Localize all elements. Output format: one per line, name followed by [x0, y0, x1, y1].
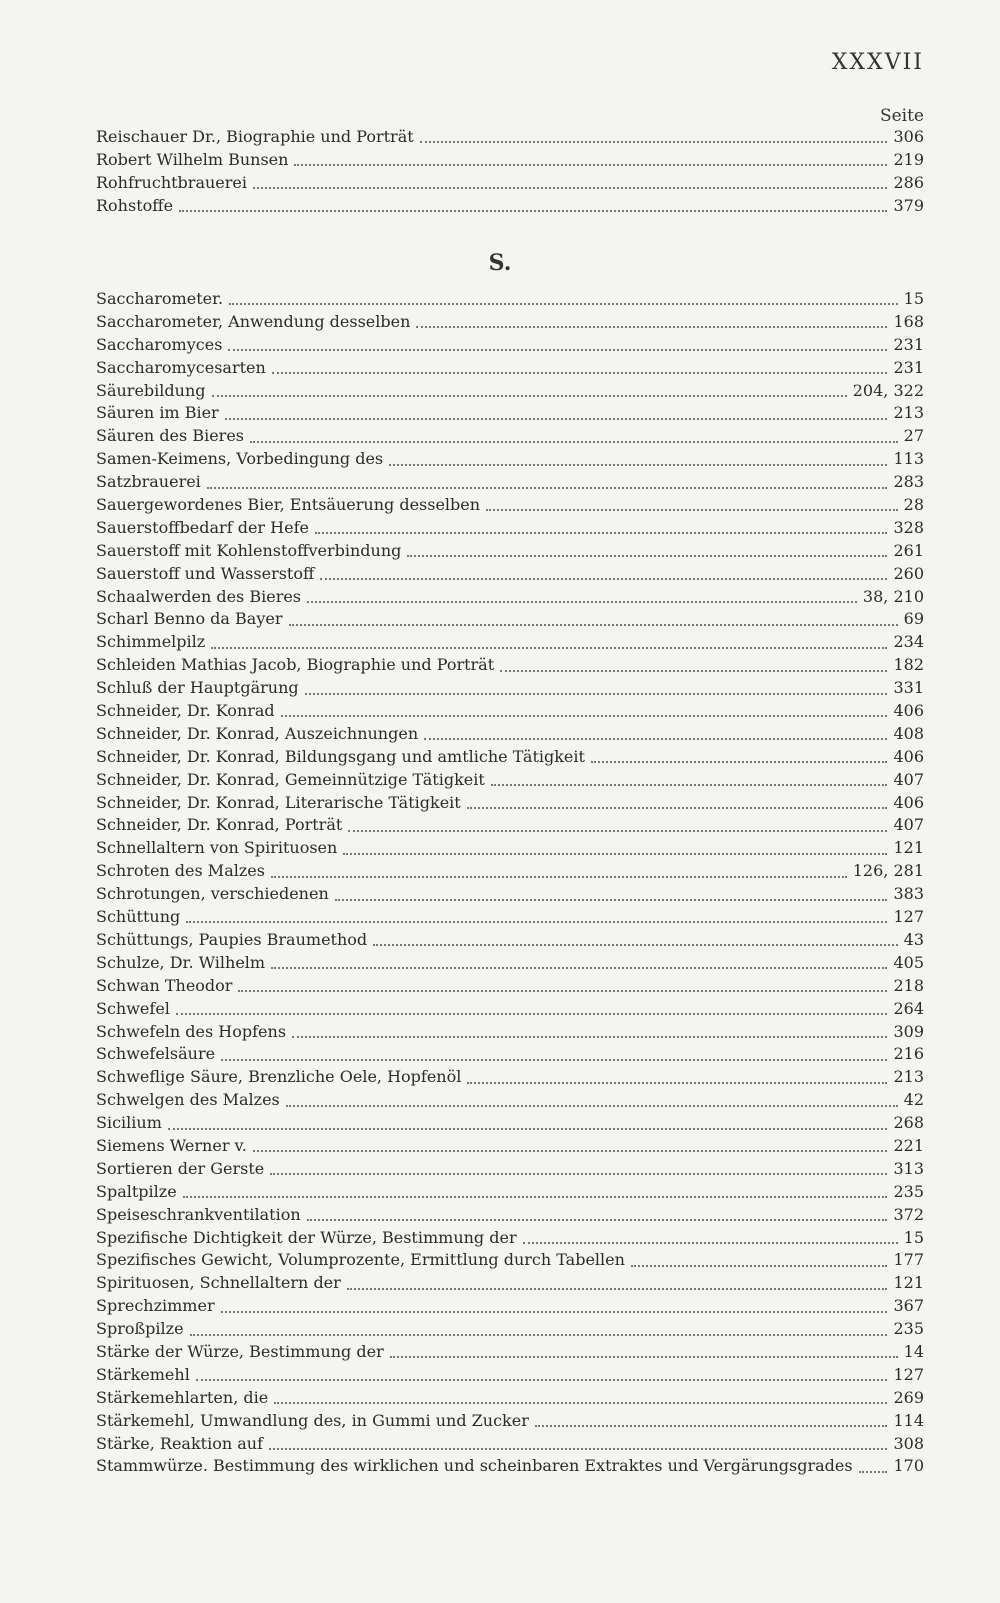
dot-leader — [491, 784, 888, 786]
index-entry — [96, 631, 924, 654]
index-entry — [96, 1455, 924, 1478]
dot-leader — [523, 1242, 898, 1244]
index-entry — [96, 380, 924, 403]
dot-leader — [407, 555, 887, 557]
index-term: Schneider, Dr. Konrad, Auszeichnungen — [96, 723, 419, 743]
index-term: Säuren im Bier — [96, 403, 219, 423]
index-entry — [96, 883, 924, 906]
dot-leader — [289, 624, 898, 626]
index-page-ref: 121 — [893, 838, 924, 858]
index-entry — [96, 517, 924, 540]
index-page-ref: 234 — [893, 632, 924, 652]
index-term: Siemens Werner v. — [96, 1135, 247, 1155]
index-entry — [96, 1043, 924, 1066]
index-page-ref: 260 — [893, 563, 924, 583]
index-term: Schwelgen des Malzes — [96, 1090, 280, 1110]
index-page-ref: 313 — [893, 1158, 924, 1178]
index-term: Schneider, Dr. Konrad — [96, 701, 275, 721]
index-page-ref: 177 — [893, 1250, 924, 1270]
index-term: Saccharometer. — [96, 289, 224, 308]
index-entry — [96, 1112, 924, 1135]
index-entry — [96, 975, 924, 998]
index-page-ref: 43 — [903, 929, 924, 949]
dot-leader — [500, 670, 887, 672]
index-entry — [96, 563, 924, 586]
index-term: Schwefelsäure — [96, 1044, 216, 1064]
index-page-ref: 405 — [893, 952, 924, 972]
index-page-ref: 306 — [893, 127, 924, 146]
index-term: Schwefeln des Hopfens — [96, 1021, 287, 1041]
dot-leader — [269, 1448, 887, 1450]
dot-leader — [186, 921, 887, 923]
dot-leader — [183, 1196, 888, 1198]
index-term: Schimmelpilz — [96, 632, 206, 652]
index-entry — [96, 448, 924, 471]
dot-leader — [416, 326, 887, 328]
index-page-ref: 309 — [893, 1021, 924, 1041]
index-page-ref: 15 — [903, 1227, 924, 1247]
index-page-ref: 269 — [893, 1387, 924, 1407]
index-page-ref: 331 — [893, 678, 924, 698]
index-term: Reischauer Dr., Biographie und Porträt — [96, 127, 414, 146]
index-entry — [96, 494, 924, 517]
index-term: Schulze, Dr. Wilhelm — [96, 952, 266, 972]
index-entry — [96, 1227, 924, 1250]
index-entry — [96, 1158, 924, 1181]
index-entry — [96, 1387, 924, 1410]
dot-leader — [207, 487, 888, 489]
index-page-ref: 126, 281 — [852, 861, 924, 881]
dot-leader — [271, 967, 887, 969]
dot-leader — [225, 418, 888, 420]
index-term: Speiseschrankventilation — [96, 1204, 301, 1224]
dot-leader — [389, 464, 887, 466]
index-page-ref: 261 — [893, 540, 924, 560]
index-page-ref: 406 — [893, 746, 924, 766]
index-page-ref: 407 — [893, 815, 924, 835]
dot-leader — [274, 1402, 887, 1404]
index-page-ref: 406 — [893, 792, 924, 812]
index-block-r — [96, 126, 924, 218]
dot-leader — [320, 578, 887, 580]
index-page-ref: 127 — [893, 907, 924, 927]
index-entry — [96, 311, 924, 334]
index-entry — [96, 1341, 924, 1364]
index-entry — [96, 1204, 924, 1227]
index-term: Stärkemehl, Umwandlung des, in Gummi und Zucker — [96, 1410, 529, 1430]
dot-leader — [305, 693, 888, 695]
index-entry — [96, 952, 924, 975]
index-term: Sauerstoff und Wasserstoff — [96, 563, 315, 583]
index-entry — [96, 1066, 924, 1089]
index-page-ref: 14 — [903, 1341, 924, 1361]
dot-leader — [196, 1379, 888, 1381]
dot-leader — [467, 807, 888, 809]
index-entry — [96, 334, 924, 357]
index-page-ref: 221 — [893, 1135, 924, 1155]
index-page-ref: 408 — [893, 723, 924, 743]
index-term: Robert Wilhelm Bunsen — [96, 149, 289, 169]
index-entry — [96, 1135, 924, 1158]
dot-leader — [373, 944, 898, 946]
dot-leader — [390, 1356, 898, 1358]
index-term: Stärke, Reaktion auf — [96, 1433, 263, 1453]
index-term: Stammwürze. Bestimmung des wirklichen und scheinbaren Extraktes und Vergärungsgrades — [96, 1456, 853, 1476]
index-term: Sortieren der Gerste — [96, 1158, 265, 1178]
index-page-ref: 170 — [893, 1456, 924, 1476]
dot-leader — [212, 395, 847, 397]
index-term: Säurebildung — [96, 380, 206, 400]
index-entry — [96, 1364, 924, 1387]
index-entry — [96, 1089, 924, 1112]
dot-leader — [591, 761, 888, 763]
index-page-ref: 231 — [893, 334, 924, 354]
index-page-ref: 372 — [893, 1204, 924, 1224]
dot-leader — [631, 1265, 888, 1267]
index-entry — [96, 471, 924, 494]
dot-leader — [348, 830, 887, 832]
index-entry — [96, 149, 924, 172]
index-page-ref: 27 — [903, 426, 924, 446]
index-term: Scharl Benno da Bayer — [96, 609, 283, 629]
index-entry — [96, 1249, 924, 1272]
dot-leader — [347, 1288, 888, 1290]
index-page-ref: 69 — [903, 609, 924, 629]
index-entry — [96, 700, 924, 723]
index-entry — [96, 1318, 924, 1341]
index-page-ref: 264 — [893, 998, 924, 1018]
index-term: Satzbrauerei — [96, 472, 201, 492]
index-term: Stärke der Würze, Bestimmung der — [96, 1341, 384, 1361]
index-term: Säuren des Bieres — [96, 426, 244, 446]
index-entry — [96, 769, 924, 792]
index-entry — [96, 998, 924, 1021]
dot-leader — [238, 990, 887, 992]
index-block-s — [96, 288, 924, 1478]
index-term: Schüttung — [96, 907, 181, 927]
index-page-ref: 127 — [893, 1364, 924, 1384]
index-term: Schnellaltern von Spirituosen — [96, 838, 338, 858]
index-term: Sauerstoff mit Kohlenstoffverbindung — [96, 540, 402, 560]
index-term: Schwan Theodor — [96, 975, 233, 995]
index-page-ref: 406 — [893, 701, 924, 721]
index-term: Schneider, Dr. Konrad, Bildungsgang und amtliche Tätigkeit — [96, 746, 585, 766]
index-entry — [96, 723, 924, 746]
index-page-ref: 308 — [893, 1433, 924, 1453]
index-entry — [96, 1272, 924, 1295]
index-term: Saccharomycesarten — [96, 357, 266, 377]
index-page-ref: 42 — [903, 1090, 924, 1110]
dot-leader — [424, 738, 887, 740]
index-term: Rohfruchtbrauerei — [96, 172, 247, 192]
index-entry — [96, 586, 924, 609]
dot-leader — [176, 1013, 888, 1015]
index-page-ref: 204, 322 — [852, 380, 924, 400]
index-entry — [96, 195, 924, 218]
dot-leader — [486, 509, 898, 511]
index-page-ref: 218 — [893, 975, 924, 995]
dot-leader — [190, 1334, 888, 1336]
dot-leader — [307, 1219, 888, 1221]
index-entry — [96, 402, 924, 425]
index-page-ref: 28 — [903, 495, 924, 515]
index-term: Rohstoffe — [96, 195, 174, 215]
index-page-ref: 216 — [893, 1044, 924, 1064]
page-column-label: Seite — [879, 106, 924, 126]
index-page-ref: 231 — [893, 357, 924, 377]
index-term: Saccharometer, Anwendung desselben — [96, 311, 411, 331]
dot-leader — [228, 349, 887, 351]
dot-leader — [179, 210, 887, 212]
index-term: Stärkemehlarten, die — [96, 1387, 269, 1407]
index-term: Samen-Keimens, Vorbedingung des — [96, 449, 384, 469]
index-term: Spirituosen, Schnellaltern der — [96, 1273, 341, 1293]
index-term: Schneider, Dr. Konrad, Gemeinnützige Tätigkeit — [96, 769, 485, 789]
index-term: Saccharomyces — [96, 334, 223, 354]
index-term: Schaalwerden des Bieres — [96, 586, 302, 606]
dot-leader — [281, 715, 888, 717]
index-page-ref: 268 — [893, 1113, 924, 1133]
index-page-ref: 235 — [893, 1181, 924, 1201]
index-entry — [96, 1295, 924, 1318]
index-entry — [96, 746, 924, 769]
index-entry — [96, 677, 924, 700]
dot-leader — [343, 853, 887, 855]
index-entry — [96, 792, 924, 815]
index-entry — [96, 425, 924, 448]
index-page-ref: 15 — [903, 289, 924, 308]
index-term: Spezifische Dichtigkeit der Würze, Bestimmung der — [96, 1227, 517, 1247]
index-term: Schrotungen, verschiedenen — [96, 884, 329, 904]
index-entry — [96, 929, 924, 952]
dot-leader — [420, 141, 888, 143]
dot-leader — [335, 899, 888, 901]
dot-leader — [221, 1311, 888, 1313]
index-entry — [96, 540, 924, 563]
dot-leader — [286, 1105, 898, 1107]
dot-leader — [271, 876, 847, 878]
index-page-ref: 38, 210 — [862, 586, 924, 606]
dot-leader — [168, 1128, 888, 1130]
index-term: Schweflige Säure, Brenzliche Oele, Hopfenöl — [96, 1067, 462, 1087]
dot-leader — [253, 187, 887, 189]
dot-leader — [221, 1059, 887, 1061]
dot-leader — [292, 1036, 887, 1038]
dot-leader — [270, 1173, 887, 1175]
index-term: Schwefel — [96, 998, 170, 1018]
dot-leader — [467, 1082, 887, 1084]
section-letter: S. — [488, 250, 512, 276]
index-entry — [96, 608, 924, 631]
index-page-ref: 407 — [893, 769, 924, 789]
dot-leader — [307, 601, 857, 603]
index-page-ref: 168 — [893, 311, 924, 331]
index-entry — [96, 172, 924, 195]
index-entry — [96, 357, 924, 380]
index-entry — [96, 860, 924, 883]
dot-leader — [294, 164, 887, 166]
index-entry — [96, 906, 924, 929]
dot-leader — [253, 1150, 888, 1152]
index-term: Sicilium — [96, 1113, 162, 1133]
index-entry — [96, 814, 924, 837]
dot-leader — [211, 647, 887, 649]
dot-leader — [859, 1471, 888, 1473]
index-entry — [96, 1433, 924, 1456]
page-number: XXXVII — [831, 50, 924, 75]
index-page-ref: 113 — [893, 449, 924, 469]
index-page-ref: 121 — [893, 1273, 924, 1293]
index-term: Schleiden Mathias Jacob, Biographie und Porträt — [96, 655, 495, 675]
index-page-ref: 182 — [893, 655, 924, 675]
index-page-ref: 114 — [893, 1410, 924, 1430]
index-page-ref: 213 — [893, 403, 924, 423]
index-entry — [96, 1181, 924, 1204]
index-page-ref: 219 — [893, 149, 924, 169]
dot-leader — [229, 303, 898, 305]
index-page-ref: 235 — [893, 1319, 924, 1339]
index-term: Schneider, Dr. Konrad, Porträt — [96, 815, 343, 835]
index-term: Sauerstoffbedarf der Hefe — [96, 517, 309, 537]
dot-leader — [250, 441, 898, 443]
index-term: Sprechzimmer — [96, 1296, 215, 1316]
index-term: Sauergewordenes Bier, Entsäuerung desselben — [96, 495, 481, 515]
index-entry — [96, 1021, 924, 1044]
index-term: Sproßpilze — [96, 1319, 184, 1339]
index-term: Schluß der Hauptgärung — [96, 678, 299, 698]
index-entry — [96, 1410, 924, 1433]
dot-leader — [315, 532, 887, 534]
index-term: Schroten des Malzes — [96, 861, 265, 881]
dot-leader — [272, 372, 888, 374]
index-term: Spaltpilze — [96, 1181, 177, 1201]
index-page-ref: 383 — [893, 884, 924, 904]
index-page-ref: 367 — [893, 1296, 924, 1316]
index-page-ref: 283 — [893, 472, 924, 492]
index-page-ref: 328 — [893, 517, 924, 537]
index-page-ref: 379 — [893, 195, 924, 215]
index-entry — [96, 126, 924, 149]
index-term: Stärkemehl — [96, 1364, 190, 1384]
index-page-ref: 213 — [893, 1067, 924, 1087]
index-term: Schneider, Dr. Konrad, Literarische Tätigkeit — [96, 792, 461, 812]
index-entry — [96, 654, 924, 677]
index-entry — [96, 837, 924, 860]
index-page-ref: 286 — [893, 172, 924, 192]
dot-leader — [535, 1425, 888, 1427]
index-entry — [96, 288, 924, 311]
index-term: Spezifisches Gewicht, Volumprozente, Ermittlung durch Tabellen — [96, 1250, 625, 1270]
index-term: Schüttungs, Paupies Braumethod — [96, 929, 368, 949]
